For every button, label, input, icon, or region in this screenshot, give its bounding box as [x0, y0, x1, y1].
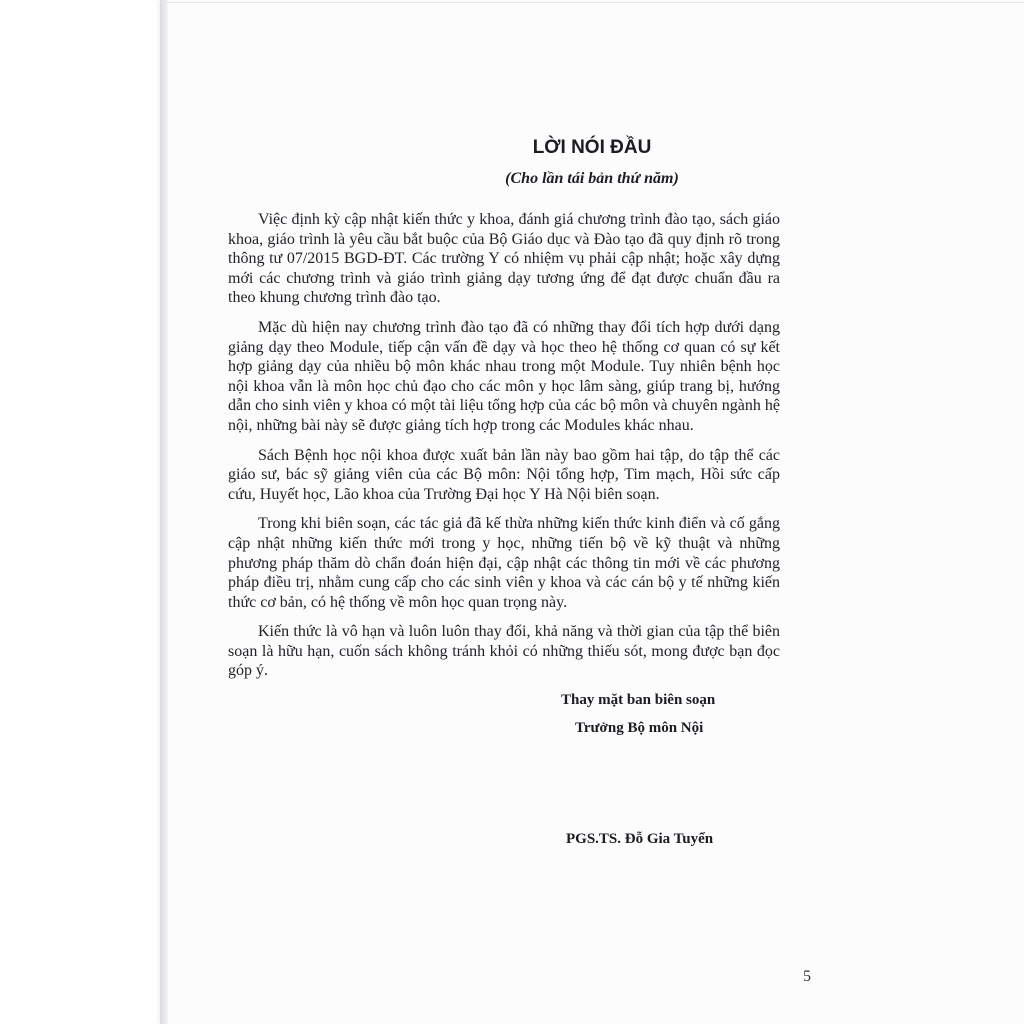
- signature-name: PGS.TS. Đỗ Gia Tuyển: [566, 831, 714, 847]
- page-title: LỜI NÓI ĐẦU: [532, 137, 652, 158]
- page-number: 5: [803, 968, 811, 985]
- signature-position: Trưởng Bộ môn Nội: [575, 720, 704, 736]
- paragraph-3: Sách Bệnh học nội khoa được xuất bản lần này bao gồm hai tập, do tập thể các giáo sư, bác sỹ giảng viên của các Bộ môn: Nội tổng hợp, Tim mạch, Hồi sức cấp cứu, Huyết học, Lão khoa của Trường Đại học Y Hà Nội biên soạn.: [228, 446, 780, 503]
- paragraph-4: Trong khi biên soạn, các tác giả đã kế thừa những kiến thức kinh điển và cố gắng cập nhật những kiến thức mới trong y học, những tiến bộ về kỹ thuật và những phương pháp thăm dò chẩn đoán hiện đại, cập nhật các thông tin mới về các phương pháp điều trị, nhằm cung cấp cho các sinh viên y khoa và các cán bộ y tế những kiến thức cơ bản, có hệ thống về môn học quan trọng này.: [228, 515, 780, 611]
- signature-on-behalf: Thay mặt ban biên soạn: [561, 692, 716, 708]
- paragraph-2: Mặc dù hiện nay chương trình đào tạo đã có những thay đổi tích hợp dưới dạng giảng dạy theo Module, tiếp cận vấn đề dạy và học theo hệ thống cơ quan có sự kết hợp giảng dạy của nhiều bộ môn khác nhau trong một Module. Tuy nhiên bệnh học nội khoa vẫn là môn học chủ đạo cho các môn y học lâm sàng, giúp trang bị, hướng dẫn cho sinh viên y khoa có một tài liệu tổng hợp của các bộ môn và chuyên ngành hệ nội, những bài này sẽ được giảng tích hợp trong các Modules khác nhau.: [228, 318, 780, 434]
- page-top-border: [160, 2, 1024, 3]
- page-subtitle: (Cho lần tái bản thứ năm): [505, 170, 679, 187]
- body-text: [228, 210, 780, 691]
- paragraph-1: Việc định kỳ cập nhật kiến thức y khoa, đánh giá chương trình đào tạo, sách giáo khoa, giáo trình là yêu cầu bắt buộc của Bộ Giáo dục và Đào tạo đã quy định rõ trong thông tư 07/2015 BGD-ĐT. Các trường Y có nhiệm vụ phải cập nhật; hoặc xây dựng mới các chương trình và giáo trình giảng dạy tương ứng để đạt được chuẩn đầu ra theo khung chương trình đào tạo.: [228, 211, 780, 307]
- paragraph-5: Kiến thức là vô hạn và luôn luôn thay đổi, khả năng và thời gian của tập thể biên soạn là hữu hạn, cuốn sách không tránh khỏi có những thiếu sót, mong được bạn đọc góp ý.: [228, 623, 780, 680]
